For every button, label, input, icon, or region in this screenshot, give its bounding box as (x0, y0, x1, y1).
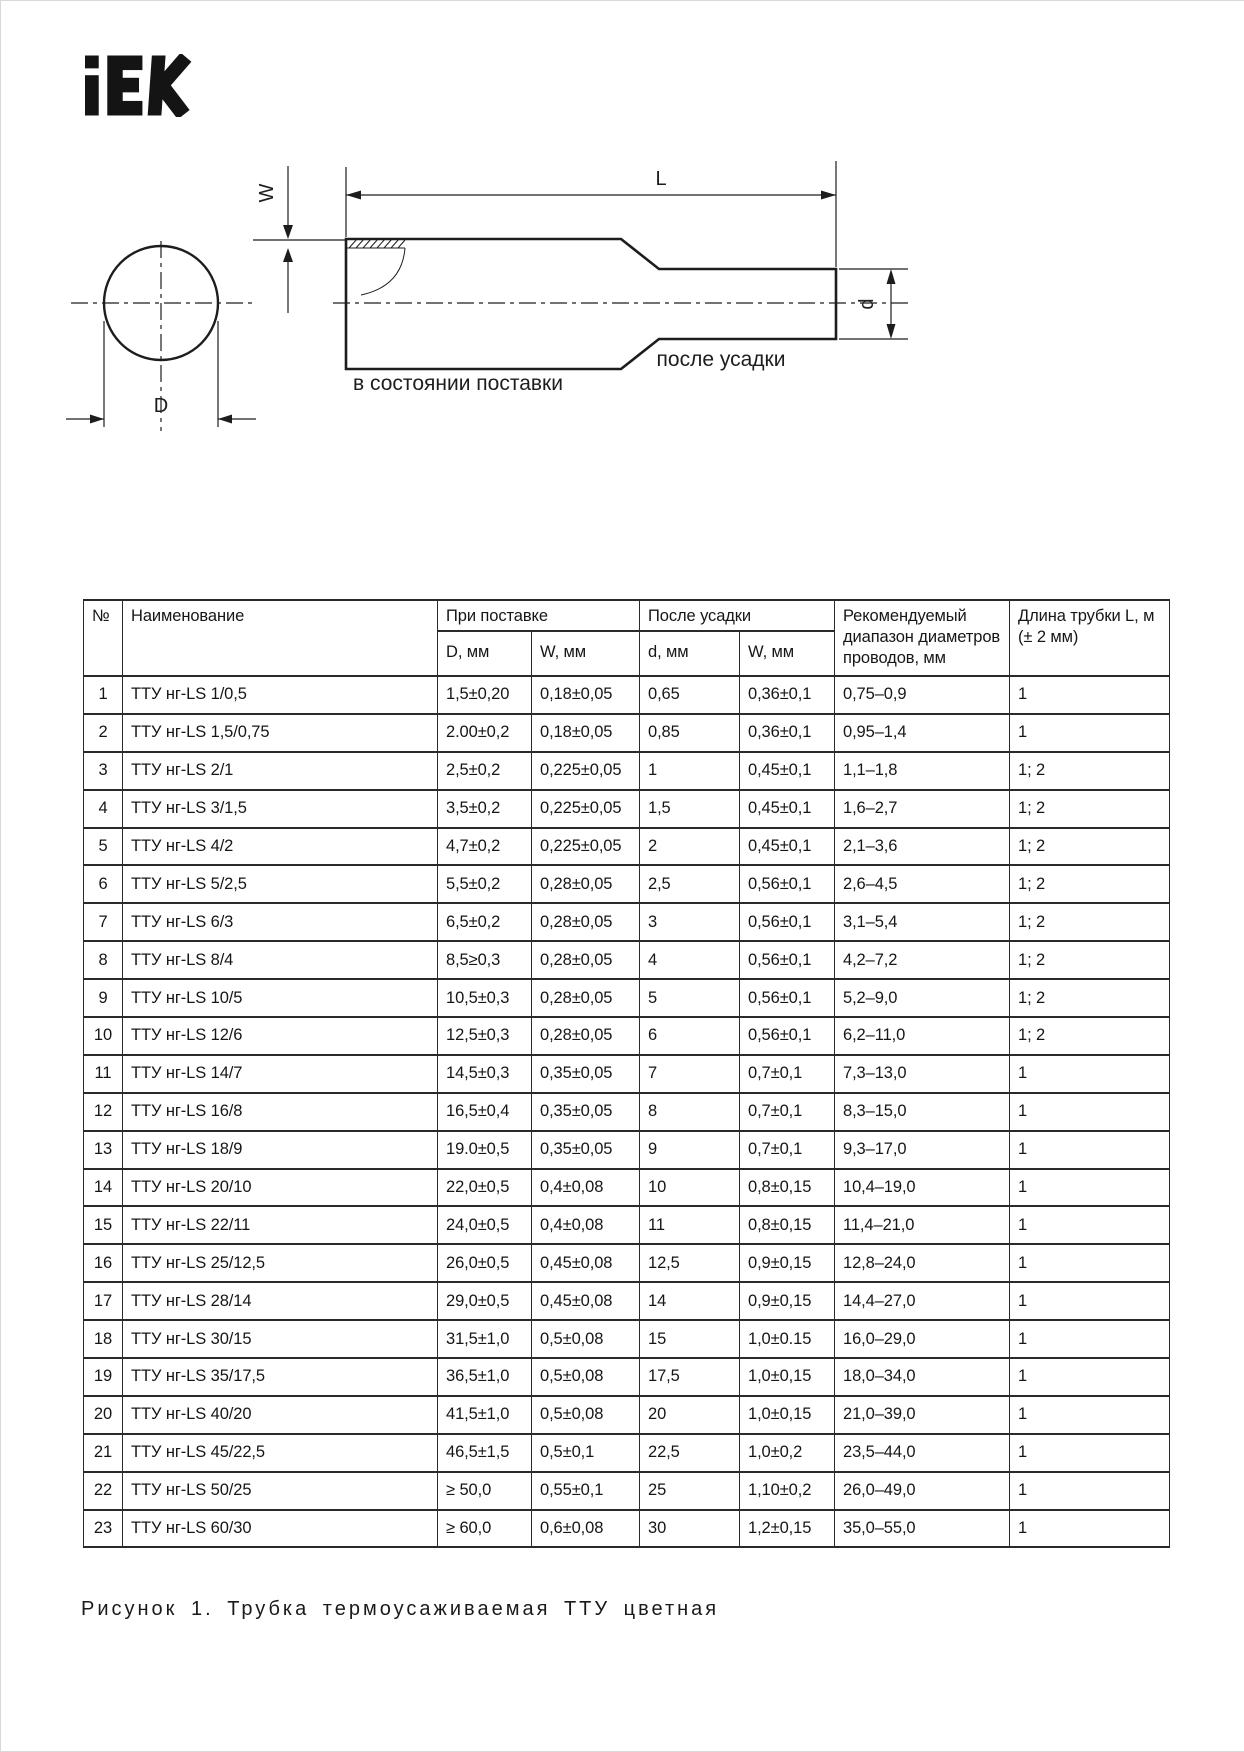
table-cell: 1,6–2,7 (835, 790, 1010, 828)
table-cell: 0,9±0,15 (740, 1244, 835, 1282)
table-cell: 0,28±0,05 (532, 979, 640, 1017)
table-cell: 1 (640, 752, 740, 790)
table-cell: 2,1–3,6 (835, 828, 1010, 866)
table-cell: 22 (84, 1472, 123, 1510)
table-cell: 17,5 (640, 1358, 740, 1396)
table-cell: 3,5±0,2 (438, 790, 532, 828)
table-row (84, 979, 1170, 1017)
table-cell: 1 (84, 676, 123, 714)
col-header-after-w: W, мм (740, 631, 835, 676)
table-cell: 15 (640, 1320, 740, 1358)
table-cell: 23,5–44,0 (835, 1434, 1010, 1472)
table-row (84, 1131, 1170, 1169)
table-cell: 19.0±0,5 (438, 1131, 532, 1169)
table-row (84, 1510, 1170, 1548)
dim-l (346, 161, 836, 267)
table-cell: 1; 2 (1010, 828, 1170, 866)
table-row (84, 1169, 1170, 1207)
table-cell: 10,5±0,3 (438, 979, 532, 1017)
table-cell: 2,6–4,5 (835, 865, 1010, 903)
table-row (84, 828, 1170, 866)
table-cell: 16,0–29,0 (835, 1320, 1010, 1358)
table-cell: ТТУ нг-LS 30/15 (123, 1320, 438, 1358)
table-row (84, 1320, 1170, 1358)
table-cell: 29,0±0,5 (438, 1282, 532, 1320)
table-cell: 0,45±0,1 (740, 828, 835, 866)
table-cell: 0,18±0,05 (532, 676, 640, 714)
table-cell: 3,1–5,4 (835, 903, 1010, 941)
table-cell: 14 (84, 1169, 123, 1207)
table-cell: 0,65 (640, 676, 740, 714)
table-cell: 0,7±0,1 (740, 1131, 835, 1169)
table-cell: 0,35±0,05 (532, 1093, 640, 1131)
table-cell: 12 (84, 1093, 123, 1131)
table-cell: 0,4±0,08 (532, 1169, 640, 1207)
table-cell: 46,5±1,5 (438, 1434, 532, 1472)
table-cell: 7,3–13,0 (835, 1055, 1010, 1093)
table-cell: 12,5 (640, 1244, 740, 1282)
col-header-supply-group: При поставке (438, 600, 640, 631)
label-after-shrink: после усадки (656, 348, 786, 371)
table-row (84, 1282, 1170, 1320)
table-cell: 0,75–0,9 (835, 676, 1010, 714)
table-cell: 16 (84, 1244, 123, 1282)
table-cell: 1,5 (640, 790, 740, 828)
table-cell: 5 (640, 979, 740, 1017)
dim-w (253, 166, 346, 313)
dim-label-D: D (153, 395, 169, 417)
col-header-num: № (84, 600, 123, 676)
table-cell: 6 (84, 865, 123, 903)
table-cell: 23 (84, 1510, 123, 1548)
table-cell: 31,5±1,0 (438, 1320, 532, 1358)
table-cell: 0,45±0,1 (740, 752, 835, 790)
table-cell: 21,0–39,0 (835, 1396, 1010, 1434)
table-cell: 0,45±0,08 (532, 1244, 640, 1282)
table-cell: 0,55±0,1 (532, 1472, 640, 1510)
table-cell: 1 (1010, 676, 1170, 714)
table-cell: 0,56±0,1 (740, 865, 835, 903)
table-cell: 0,6±0,08 (532, 1510, 640, 1548)
table-cell: 1; 2 (1010, 1017, 1170, 1055)
table-cell: 0,5±0,08 (532, 1358, 640, 1396)
table-cell: 7 (84, 903, 123, 941)
table-cell: 0,28±0,05 (532, 903, 640, 941)
table-cell: ТТУ нг-LS 1,5/0,75 (123, 714, 438, 752)
table-cell: ТТУ нг-LS 8/4 (123, 941, 438, 979)
table-cell: 12,8–24,0 (835, 1244, 1010, 1282)
col-header-name: Наименование (123, 600, 438, 676)
table-cell: 6 (640, 1017, 740, 1055)
table-cell: ТТУ нг-LS 14/7 (123, 1055, 438, 1093)
table-row (84, 1055, 1170, 1093)
table-cell: ТТУ нг-LS 1/0,5 (123, 676, 438, 714)
table-cell: 5,5±0,2 (438, 865, 532, 903)
table-cell: 3 (84, 752, 123, 790)
col-header-supply-d: D, мм (438, 631, 532, 676)
table-cell: 8,3–15,0 (835, 1093, 1010, 1131)
table-cell: ТТУ нг-LS 45/22,5 (123, 1434, 438, 1472)
table-cell: 0,9±0,15 (740, 1282, 835, 1320)
dim-label-W: W (256, 183, 278, 203)
table-cell: 41,5±1,0 (438, 1396, 532, 1434)
table-cell: 2 (640, 828, 740, 866)
table-cell: ТТУ нг-LS 20/10 (123, 1169, 438, 1207)
table-cell: 11 (84, 1055, 123, 1093)
table-cell: 2 (84, 714, 123, 752)
table-cell: 18 (84, 1320, 123, 1358)
table-cell: 1 (1010, 1358, 1170, 1396)
table-row (84, 752, 1170, 790)
table-cell: 9 (84, 979, 123, 1017)
table-cell: 10,4–19,0 (835, 1169, 1010, 1207)
table-cell: 0,28±0,05 (532, 865, 640, 903)
table-cell: 0,7±0,1 (740, 1093, 835, 1131)
table-cell: 1,1–1,8 (835, 752, 1010, 790)
table-cell: 0,36±0,1 (740, 714, 835, 752)
table-cell: 0,35±0,05 (532, 1055, 640, 1093)
table-cell: 1 (1010, 1093, 1170, 1131)
table-cell: 24,0±0,5 (438, 1206, 532, 1244)
table-row (84, 1396, 1170, 1434)
table-cell: ≥ 50,0 (438, 1472, 532, 1510)
table-cell: ТТУ нг-LS 12/6 (123, 1017, 438, 1055)
table-cell: 8,5≥0,3 (438, 941, 532, 979)
table-cell: ≥ 60,0 (438, 1510, 532, 1548)
table-cell: 0,28±0,05 (532, 941, 640, 979)
table-cell: 8 (84, 941, 123, 979)
table-cell: 1 (1010, 714, 1170, 752)
table-cell: 11 (640, 1206, 740, 1244)
side-view (333, 239, 909, 369)
table-cell: 6,5±0,2 (438, 903, 532, 941)
table-cell: 1 (1010, 1244, 1170, 1282)
iek-logo (85, 54, 193, 117)
table-cell: 0,56±0,1 (740, 979, 835, 1017)
table-cell: 1 (1010, 1206, 1170, 1244)
table-cell: 8 (640, 1093, 740, 1131)
table-cell: 1; 2 (1010, 903, 1170, 941)
table-cell: 22,5 (640, 1434, 740, 1472)
table-cell: 0,45±0,1 (740, 790, 835, 828)
end-view (66, 241, 256, 431)
dim-d (839, 269, 908, 339)
table-cell: 0,8±0,15 (740, 1169, 835, 1207)
table-cell: 1,0±0,15 (740, 1358, 835, 1396)
iek-logo-glyphs (85, 56, 188, 116)
table-cell: 0,225±0,05 (532, 828, 640, 866)
technical-drawing (61, 131, 971, 443)
table-cell: ТТУ нг-LS 22/11 (123, 1206, 438, 1244)
table-cell: 11,4–21,0 (835, 1206, 1010, 1244)
table-cell: ТТУ нг-LS 5/2,5 (123, 865, 438, 903)
dim-label-L: L (655, 168, 667, 190)
table-cell: 0,225±0,05 (532, 790, 640, 828)
table-cell: 0,85 (640, 714, 740, 752)
table-cell: 20 (640, 1396, 740, 1434)
col-header-after-d: d, мм (640, 631, 740, 676)
table-cell: 0,8±0,15 (740, 1206, 835, 1244)
table-cell: ТТУ нг-LS 2/1 (123, 752, 438, 790)
table-cell: 1 (1010, 1169, 1170, 1207)
table-row (84, 1206, 1170, 1244)
table-cell: 12,5±0,3 (438, 1017, 532, 1055)
table-cell: 0,7±0,1 (740, 1055, 835, 1093)
table-cell: 5 (84, 828, 123, 866)
table-cell: 26,0–49,0 (835, 1472, 1010, 1510)
table-cell: 21 (84, 1434, 123, 1472)
table-cell: 25 (640, 1472, 740, 1510)
table-row (84, 714, 1170, 752)
table-cell: 10 (640, 1169, 740, 1207)
table-cell: ТТУ нг-LS 35/17,5 (123, 1358, 438, 1396)
table-cell: 0,4±0,08 (532, 1206, 640, 1244)
table-cell: ТТУ нг-LS 18/9 (123, 1131, 438, 1169)
table-cell: 1 (1010, 1055, 1170, 1093)
spec-table-body (84, 676, 1170, 1547)
table-cell: 17 (84, 1282, 123, 1320)
col-header-supply-w: W, мм (532, 631, 640, 676)
table-cell: 0,28±0,05 (532, 1017, 640, 1055)
table-cell: 6,2–11,0 (835, 1017, 1010, 1055)
figure-caption: Рисунок 1. Трубка термоусаживаемая ТТУ цветная (81, 1598, 720, 1620)
table-cell: ТТУ нг-LS 40/20 (123, 1396, 438, 1434)
label-supply-state: в состоянии поставки (353, 372, 563, 395)
table-cell: 4,2–7,2 (835, 941, 1010, 979)
table-cell: 14,4–27,0 (835, 1282, 1010, 1320)
col-header-length: Длина трубки L, м (± 2 мм) (1010, 600, 1170, 676)
table-row (84, 865, 1170, 903)
table-row (84, 1093, 1170, 1131)
table-row (84, 1434, 1170, 1472)
table-cell: 2,5 (640, 865, 740, 903)
table-cell: 3 (640, 903, 740, 941)
table-cell: 4 (640, 941, 740, 979)
table-cell: 22,0±0,5 (438, 1169, 532, 1207)
table-cell: 1 (1010, 1131, 1170, 1169)
table-row (84, 941, 1170, 979)
table-row (84, 676, 1170, 714)
table-cell: 0,18±0,05 (532, 714, 640, 752)
table-cell: 26,0±0,5 (438, 1244, 532, 1282)
table-cell: 13 (84, 1131, 123, 1169)
table-cell: 5,2–9,0 (835, 979, 1010, 1017)
table-cell: ТТУ нг-LS 6/3 (123, 903, 438, 941)
table-row (84, 790, 1170, 828)
table-cell: 1; 2 (1010, 752, 1170, 790)
table-cell: 16,5±0,4 (438, 1093, 532, 1131)
table-row (84, 1358, 1170, 1396)
table-cell: 0,56±0,1 (740, 941, 835, 979)
table-cell: ТТУ нг-LS 60/30 (123, 1510, 438, 1548)
table-cell: 0,56±0,1 (740, 1017, 835, 1055)
table-cell: 1 (1010, 1434, 1170, 1472)
table-cell: ТТУ нг-LS 10/5 (123, 979, 438, 1017)
table-cell: 35,0–55,0 (835, 1510, 1010, 1548)
table-cell: 1 (1010, 1472, 1170, 1510)
table-cell: 9,3–17,0 (835, 1131, 1010, 1169)
table-cell: 19 (84, 1358, 123, 1396)
table-cell: 1 (1010, 1510, 1170, 1548)
table-cell: 1,0±0,15 (740, 1396, 835, 1434)
table-cell: 2.00±0,2 (438, 714, 532, 752)
table-cell: 1; 2 (1010, 790, 1170, 828)
table-cell: ТТУ нг-LS 50/25 (123, 1472, 438, 1510)
table-cell: 0,36±0,1 (740, 676, 835, 714)
table-cell: 1; 2 (1010, 941, 1170, 979)
table-cell: 36,5±1,0 (438, 1358, 532, 1396)
table-cell: 4 (84, 790, 123, 828)
table-cell: 1,10±0,2 (740, 1472, 835, 1510)
table-cell: 0,35±0,05 (532, 1131, 640, 1169)
table-cell: ТТУ нг-LS 25/12,5 (123, 1244, 438, 1282)
table-cell: 1 (1010, 1282, 1170, 1320)
table-row (84, 1244, 1170, 1282)
table-cell: 0,95–1,4 (835, 714, 1010, 752)
table-cell: 1 (1010, 1396, 1170, 1434)
col-header-after-group: После усадки (640, 600, 835, 631)
table-cell: 30 (640, 1510, 740, 1548)
table-cell: 15 (84, 1206, 123, 1244)
table-cell: ТТУ нг-LS 16/8 (123, 1093, 438, 1131)
table-cell: 1,2±0,15 (740, 1510, 835, 1548)
table-cell: 0,45±0,08 (532, 1282, 640, 1320)
table-cell: 18,0–34,0 (835, 1358, 1010, 1396)
table-cell: 4,7±0,2 (438, 828, 532, 866)
table-cell: 7 (640, 1055, 740, 1093)
table-row (84, 1017, 1170, 1055)
table-cell: 0,56±0,1 (740, 903, 835, 941)
table-row (84, 903, 1170, 941)
table-cell: 20 (84, 1396, 123, 1434)
table-cell: 9 (640, 1131, 740, 1169)
table-cell: 2,5±0,2 (438, 752, 532, 790)
col-header-range: Рекомендуемый диапазон диаметров проводов, мм (835, 600, 1010, 676)
table-cell: 10 (84, 1017, 123, 1055)
table-cell: 1,5±0,20 (438, 676, 532, 714)
table-cell: 0,225±0,05 (532, 752, 640, 790)
table-row (84, 1472, 1170, 1510)
dim-label-d: d (856, 298, 878, 310)
table-cell: 0,5±0,1 (532, 1434, 640, 1472)
table-cell: 0,5±0,08 (532, 1396, 640, 1434)
table-cell: ТТУ нг-LS 28/14 (123, 1282, 438, 1320)
spec-table-wrap (83, 599, 1169, 1548)
table-cell: 14,5±0,3 (438, 1055, 532, 1093)
table-cell: 1,0±0,2 (740, 1434, 835, 1472)
table-cell: 1,0±0.15 (740, 1320, 835, 1358)
table-cell: ТТУ нг-LS 4/2 (123, 828, 438, 866)
table-cell: ТТУ нг-LS 3/1,5 (123, 790, 438, 828)
table-cell: 1; 2 (1010, 865, 1170, 903)
table-cell: 0,5±0,08 (532, 1320, 640, 1358)
table-cell: 1; 2 (1010, 979, 1170, 1017)
table-cell: 14 (640, 1282, 740, 1320)
table-cell: 1 (1010, 1320, 1170, 1358)
spec-table (83, 599, 1170, 1548)
